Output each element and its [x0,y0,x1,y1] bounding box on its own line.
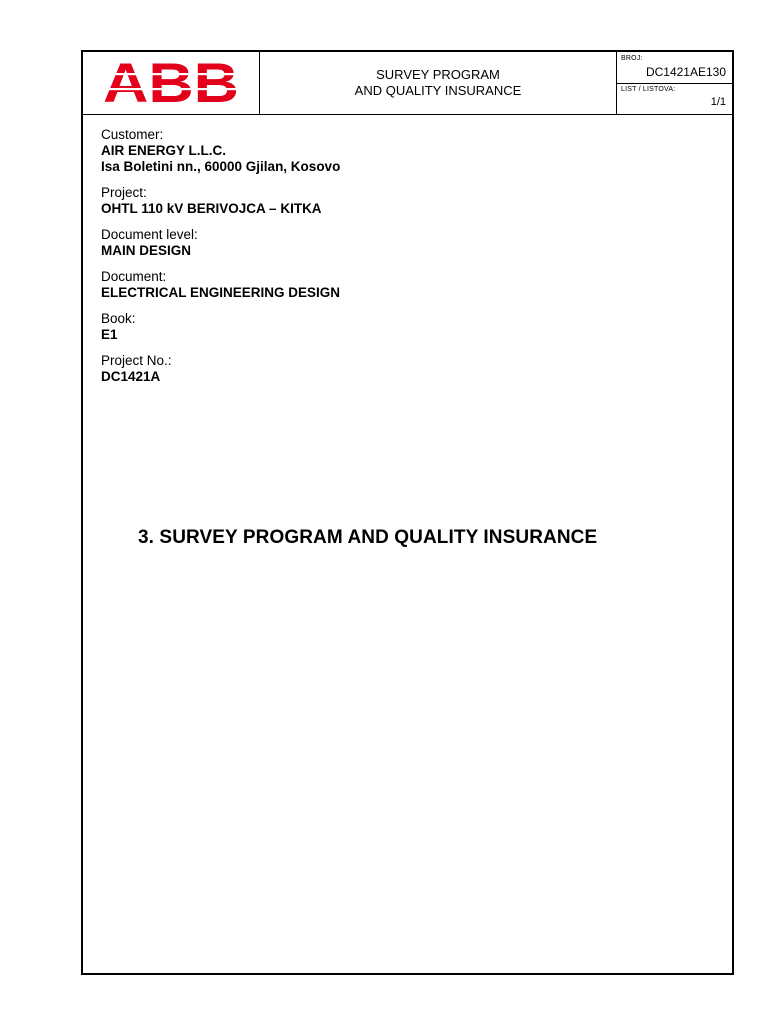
book-field [101,311,701,343]
document-value: ELECTRICAL ENGINEERING DESIGN [101,285,341,300]
customer-label: Customer: [101,127,164,142]
document-label: Document: [101,269,167,284]
book-label: Book: [101,311,136,326]
document-number-value: DC1421AE130 [645,65,726,79]
customer-address: Isa Boletini nn., 60000 Gjilan, Kosovo [101,159,341,174]
customer-field [101,127,701,175]
document-info-cell [617,52,732,114]
document-title-cell [260,52,617,114]
logo-cell [83,52,260,114]
project-number-label: Project No.: [101,353,172,368]
document-level-label: Document level: [101,227,198,242]
sheet-count-row [617,83,732,114]
customer-name: AIR ENERGY L.L.C. [101,143,227,158]
book-value: E1 [101,327,118,342]
project-field [101,185,701,217]
document-field [101,269,701,301]
abb-logo [103,59,241,105]
title-block [83,52,732,115]
document-number-label: BROJ: [621,55,643,62]
sheet-count-label: LIST / LISTOVA: [621,86,676,93]
document-fields [101,127,701,395]
sheet-count-value: 1/1 [710,96,726,108]
document-number-row [617,52,732,84]
section-heading: 3. SURVEY PROGRAM AND QUALITY INSURANCE [138,527,598,548]
title-line-2: AND QUALITY INSURANCE [354,83,522,98]
project-label: Project: [101,185,147,200]
project-number-value: DC1421A [101,369,161,384]
project-value: OHTL 110 kV BERIVOJCA – KITKA [101,201,322,216]
project-number-field [101,353,701,385]
document-page [81,50,734,975]
document-level-value: MAIN DESIGN [101,243,192,258]
title-line-1: SURVEY PROGRAM [376,67,500,82]
document-level-field [101,227,701,259]
